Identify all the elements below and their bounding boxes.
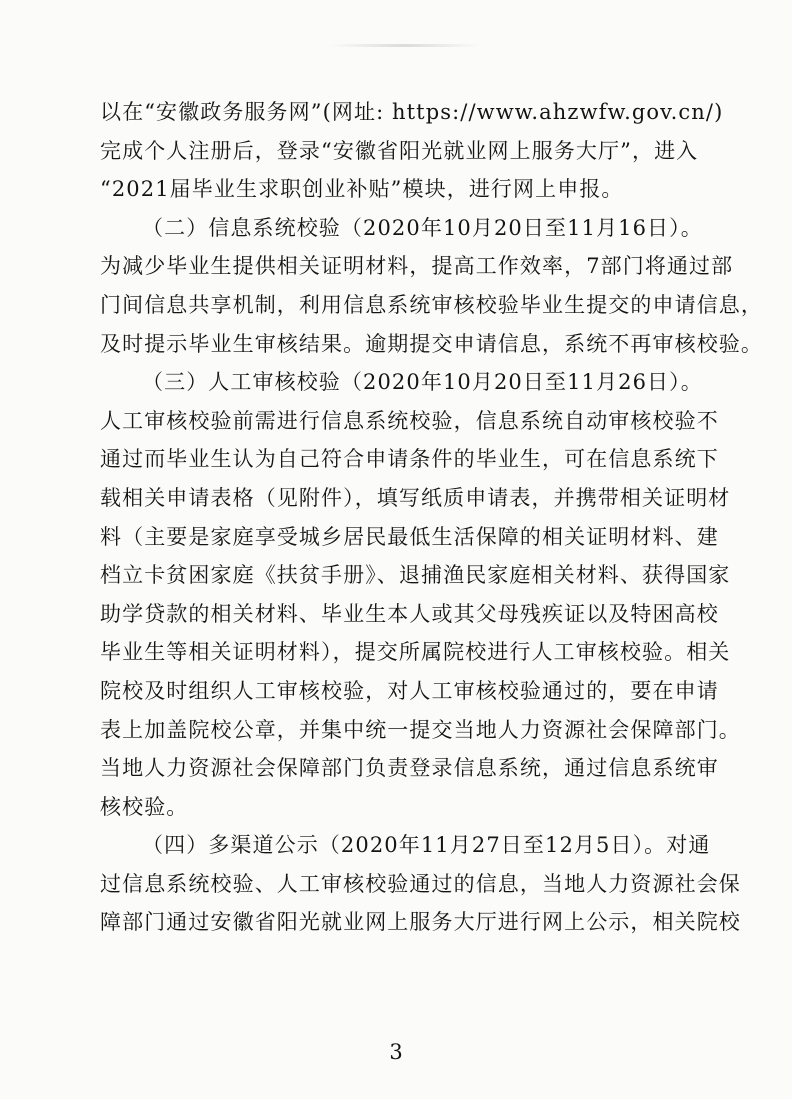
section-heading-4: （四）多渠道公示（2020年11月27日至12月5日）。对通: [142, 833, 711, 858]
body-text: [100, 93, 763, 942]
text-line: “2021届毕业生求职创业补贴”模块，进行网上申报。: [100, 177, 624, 202]
section-heading-3: （三）人工审核校验（2020年10月20日至11月26日）。: [142, 370, 703, 395]
text-line: 档立卡贫困家庭《扶贫手册》、退捕渔民家庭相关材料、获得国家: [100, 563, 731, 588]
text-line: 为减少毕业生提供相关证明材料，提高工作效率，7部门将通过部: [100, 254, 734, 279]
text-line: 人工审核校验前需进行信息系统校验，信息系统自动审核校验不: [100, 408, 719, 433]
text-line: 完成个人注册后，登录“安徽省阳光就业网上服务大厅”，进入: [100, 138, 699, 163]
scan-artifact: [330, 44, 480, 47]
text-line: 障部门通过安徽省阳光就业网上服务大厅进行网上公示，相关院校: [100, 910, 741, 935]
text-line: 核校验。: [100, 794, 189, 819]
text-line: 过信息系统校验、人工审核校验通过的信息，当地人力资源社会保: [100, 871, 741, 896]
text-line: 门间信息共享机制，利用信息系统审核校验毕业生提交的申请信息，: [100, 292, 763, 317]
text-line: 通过而毕业生认为自己符合申请条件的毕业生，可在信息系统下: [100, 447, 719, 472]
text-line: 料（主要是家庭享受城乡居民最低生活保障的相关证明材料、建: [100, 524, 719, 549]
text-line: 载相关申请表格（见附件），填写纸质申请表，并携带相关证明材: [100, 485, 731, 510]
text-line: 院校及时组织人工审核校验，对人工审核校验通过的，要在申请: [100, 678, 719, 703]
page-number: 3: [389, 1040, 403, 1064]
text-line: 毕业生等相关证明材料），提交所属院校进行人工审核校验。相关: [100, 640, 731, 665]
text-line: 表上加盖院校公章，并集中统一提交当地人力资源社会保障部门。: [100, 717, 741, 742]
text-line: 以在“安徽政务服务网”(网址: https://www.ahzwfw.gov.cn/): [100, 100, 724, 124]
text-line: 当地人力资源社会保障部门负责登录信息系统，通过信息系统审: [100, 756, 719, 781]
text-line: 及时提示毕业生审核结果。逾期提交申请信息，系统不再审核校验。: [100, 331, 763, 356]
text-line: 助学贷款的相关材料、毕业生本人或其父母残疾证以及特困高校: [100, 601, 719, 626]
section-heading-2: （二）信息系统校验（2020年10月20日至11月16日）。: [142, 215, 703, 240]
